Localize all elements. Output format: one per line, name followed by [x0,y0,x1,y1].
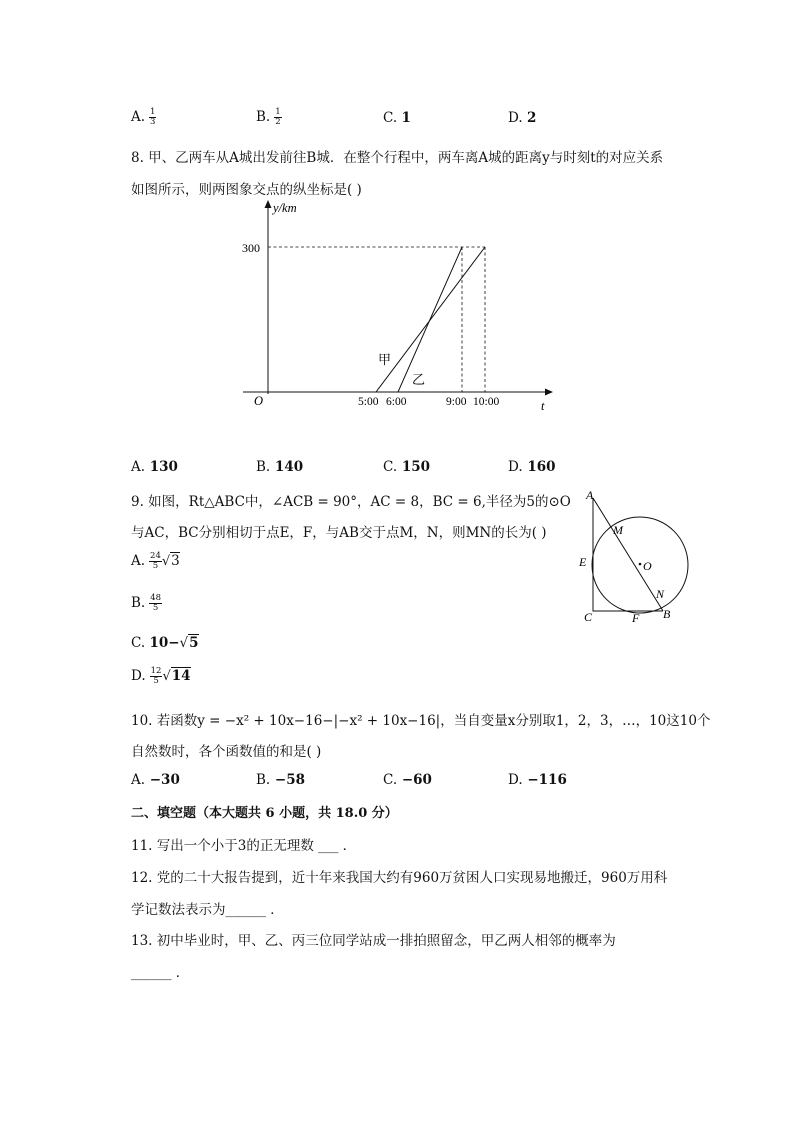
q13-text-line2: ______ ． [131,965,190,981]
q10-text-line2: 自然数时，各个函数值的和是( ) [131,744,322,760]
y-axis-arrow-icon [265,200,272,208]
x-tick-500: 5:00 [358,396,379,408]
q9-text-line1: 9. 如图，Rt△ABC中，∠ACB = 90°，AC = 8，BC = 6,半径为5的⊙O [131,494,571,510]
q8-option-b: B. 140 [256,459,304,475]
y-tick-300: 300 [242,241,260,255]
label-m: M [613,523,623,537]
q8-text-line1: 8. 甲、乙两车从A城出发前往B城．在整个行程中，两车离A城的距离y与时刻t的对应关系 [131,150,664,166]
origin-label: O [254,394,264,408]
x-axis-label: t [541,399,545,413]
label-c: C [584,610,593,624]
line-yi [398,247,462,392]
q10-option-d: D. −116 [508,772,567,788]
q8-graph [235,198,565,420]
q9-figure [577,484,699,626]
label-a: A [586,488,594,502]
x-tick-1000: 10:00 [473,396,500,408]
q12-text-line1: 12. 党的二十大报告提到，近十年来我国大约有960万贫困人口实现易地搬迁，960万用科 [131,870,668,886]
q13-text-line1: 13. 初中毕业时，甲、乙、丙三位同学站成一排拍照留念，甲乙两人相邻的概率为 [131,933,616,949]
q10-text-line1: 10. 若函数y = −x² + 10x−16−|−x² + 10x−16|，当自变量x分别取1，2，3，…，10这10个 [131,713,711,729]
q11-text: 11. 写出一个小于3的正无理数 ___ ． [131,838,357,854]
q8-option-c: C. 150 [383,459,431,475]
q9-option-b: B. $\frac{48}{5}$ [131,593,162,613]
hypotenuse-ab [593,498,663,611]
x-tick-900: 9:00 [446,396,467,408]
q10-option-c: C. −60 [383,772,432,788]
q7-option-a: A. $\frac{1}{3}$ [131,107,156,127]
label-n: N [656,587,665,601]
q9-option-a: A. $\frac{24}{5}$ √3 [131,551,180,571]
label-o: O [643,559,652,573]
q10-option-a: A. −30 [131,772,180,788]
section-2-title: 二、填空题（本大题共 6 小题，共 18.0 分） [131,806,398,821]
center-dot [639,563,642,566]
x-tick-600: 6:00 [386,396,407,408]
label-jia: 甲 [378,352,392,367]
q9-option-c: C. 10−√5 [131,635,199,651]
q8-option-a: A. 130 [131,459,178,475]
q7-option-b: B. $\frac{1}{2}$ [256,107,281,127]
q9-option-d: D. $\frac{12}{5}$ √14 [131,666,191,686]
label-b: B [663,607,671,621]
q7-option-d: D. 2 [508,110,537,126]
label-e: E [579,555,587,569]
q8-option-d: D. 160 [508,459,556,475]
q8-text-line2: 如图所示，则两图象交点的纵坐标是( ) [131,182,362,198]
q7-option-c: C. 1 [383,110,411,126]
y-axis-label: y/km [273,201,297,215]
x-axis-arrow-icon [545,389,553,396]
q10-option-b: B. −58 [256,772,306,788]
q9-text-line2: 与AC，BC分别相切于点E，F，与AB交于点M，N，则MN的长为( ) [131,525,547,541]
q12-text-line2: 学记数法表示为______ ． [131,902,284,918]
label-yi: 乙 [412,372,426,387]
label-f: F [632,611,640,625]
